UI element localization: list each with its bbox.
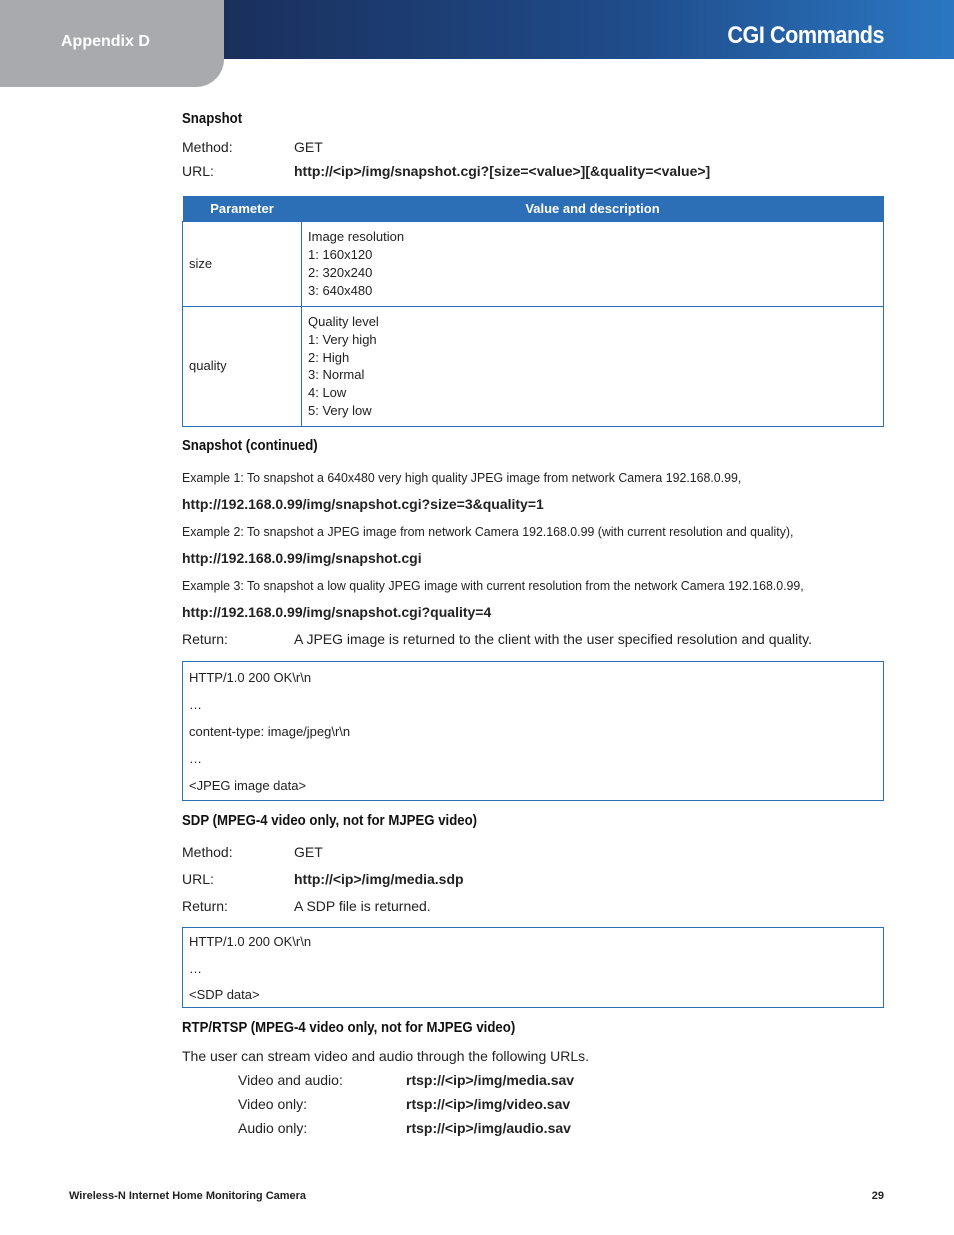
parameter-table	[182, 196, 884, 427]
param-name: quality	[183, 307, 302, 427]
example-3-text: Example 3: To snapshot a low quality JPEG image with current resolution from the network Camera 192.168.0.99,	[182, 578, 804, 593]
example-2-text: Example 2: To snapshot a JPEG image from network Camera 192.168.0.99 (with current resolution and quality),	[182, 524, 794, 539]
rtsp-url-value: rtsp://<ip>/img/audio.sav	[406, 1120, 571, 1136]
appendix-tab	[0, 0, 224, 87]
rtsp-url-row	[238, 1072, 574, 1088]
snapshot-url-row	[182, 163, 710, 179]
table-header-row	[183, 196, 884, 222]
url-value: http://<ip>/img/media.sdp	[294, 871, 464, 887]
rtsp-url-value: rtsp://<ip>/img/media.sav	[406, 1072, 575, 1088]
desc-line: 4: Low	[308, 385, 347, 401]
desc-line: Image resolution	[308, 229, 405, 245]
rtsp-heading: RTP/RTSP (MPEG-4 video only, not for MJPEG video)	[182, 1019, 516, 1036]
sdp-heading: SDP (MPEG-4 video only, not for MJPEG video)	[182, 812, 478, 829]
example-1-url: http://192.168.0.99/img/snapshot.cgi?size=3&quality=1	[182, 496, 544, 512]
method-label: Method:	[182, 139, 233, 155]
footer-page-number: 29	[871, 1190, 884, 1202]
snapshot-heading: Snapshot	[182, 110, 243, 127]
desc-line: 2: High	[308, 349, 350, 365]
response-line: HTTP/1.0 200 OK\r\n	[189, 670, 312, 685]
response-line: …	[189, 697, 202, 712]
page-title: CGI Commands	[727, 22, 884, 49]
rtsp-intro: The user can stream video and audio through the following URLs.	[182, 1048, 590, 1064]
sdp-response-box	[182, 927, 884, 1008]
desc-line: 1: 160x120	[308, 247, 373, 263]
response-line: <JPEG image data>	[189, 778, 307, 793]
jpeg-response-box	[182, 661, 884, 801]
rtsp-url-label: Audio only:	[238, 1120, 308, 1136]
footer-product-name: Wireless-N Internet Home Monitoring Camera	[69, 1190, 307, 1202]
url-label: URL:	[182, 163, 214, 179]
snapshot-method-row	[182, 139, 323, 155]
param-description	[302, 222, 884, 307]
return-value: A SDP file is returned.	[294, 898, 431, 914]
desc-line: 1: Very high	[308, 331, 377, 347]
url-value: http://<ip>/img/snapshot.cgi?[size=<value>][&quality=<value>]	[294, 163, 711, 179]
method-value: GET	[294, 139, 323, 155]
example-1-text: Example 1: To snapshot a 640x480 very high quality JPEG image from network Camera 192.168.0.99,	[182, 470, 742, 485]
response-line: …	[189, 961, 202, 976]
param-description	[302, 307, 884, 427]
response-line: HTTP/1.0 200 OK\r\n	[189, 934, 312, 949]
method-label: Method:	[182, 844, 233, 860]
param-name: size	[183, 222, 302, 307]
return-value: A JPEG image is returned to the client with the user specified resolution and quality.	[294, 631, 813, 647]
table-row	[183, 307, 884, 427]
desc-line: 2: 320x240	[308, 265, 373, 280]
rtsp-url-label: Video only:	[238, 1096, 308, 1112]
rtsp-url-row	[238, 1096, 570, 1112]
response-line: …	[189, 751, 202, 766]
return-label: Return:	[182, 898, 228, 914]
response-line: <SDP data>	[189, 987, 260, 1002]
response-line: content-type: image/jpeg\r\n	[189, 724, 351, 739]
desc-line: Quality level	[308, 314, 379, 329]
desc-line: 3: Normal	[308, 367, 365, 383]
table-header-value: Value and description	[302, 196, 884, 222]
sdp-url-row	[182, 871, 464, 887]
sdp-return-row	[182, 898, 431, 914]
rtsp-url-row	[238, 1120, 571, 1136]
desc-line: 5: Very low	[308, 402, 372, 418]
method-value: GET	[294, 844, 323, 860]
rtsp-url-label: Video and audio:	[238, 1072, 343, 1088]
url-label: URL:	[182, 871, 214, 887]
example-2-url: http://192.168.0.99/img/snapshot.cgi	[182, 550, 422, 566]
snapshot-continued-heading: Snapshot (continued)	[182, 437, 318, 454]
example-3-url: http://192.168.0.99/img/snapshot.cgi?quality=4	[182, 604, 492, 620]
header-bar	[224, 0, 954, 59]
table-row	[183, 222, 884, 307]
appendix-label: Appendix D	[61, 33, 150, 50]
rtsp-url-value: rtsp://<ip>/img/video.sav	[406, 1096, 571, 1112]
return-label: Return:	[182, 631, 228, 647]
table-header-parameter: Parameter	[183, 196, 302, 222]
desc-line: 3: 640x480	[308, 282, 373, 298]
sdp-method-row	[182, 844, 323, 860]
snapshot-return-row	[182, 631, 812, 647]
